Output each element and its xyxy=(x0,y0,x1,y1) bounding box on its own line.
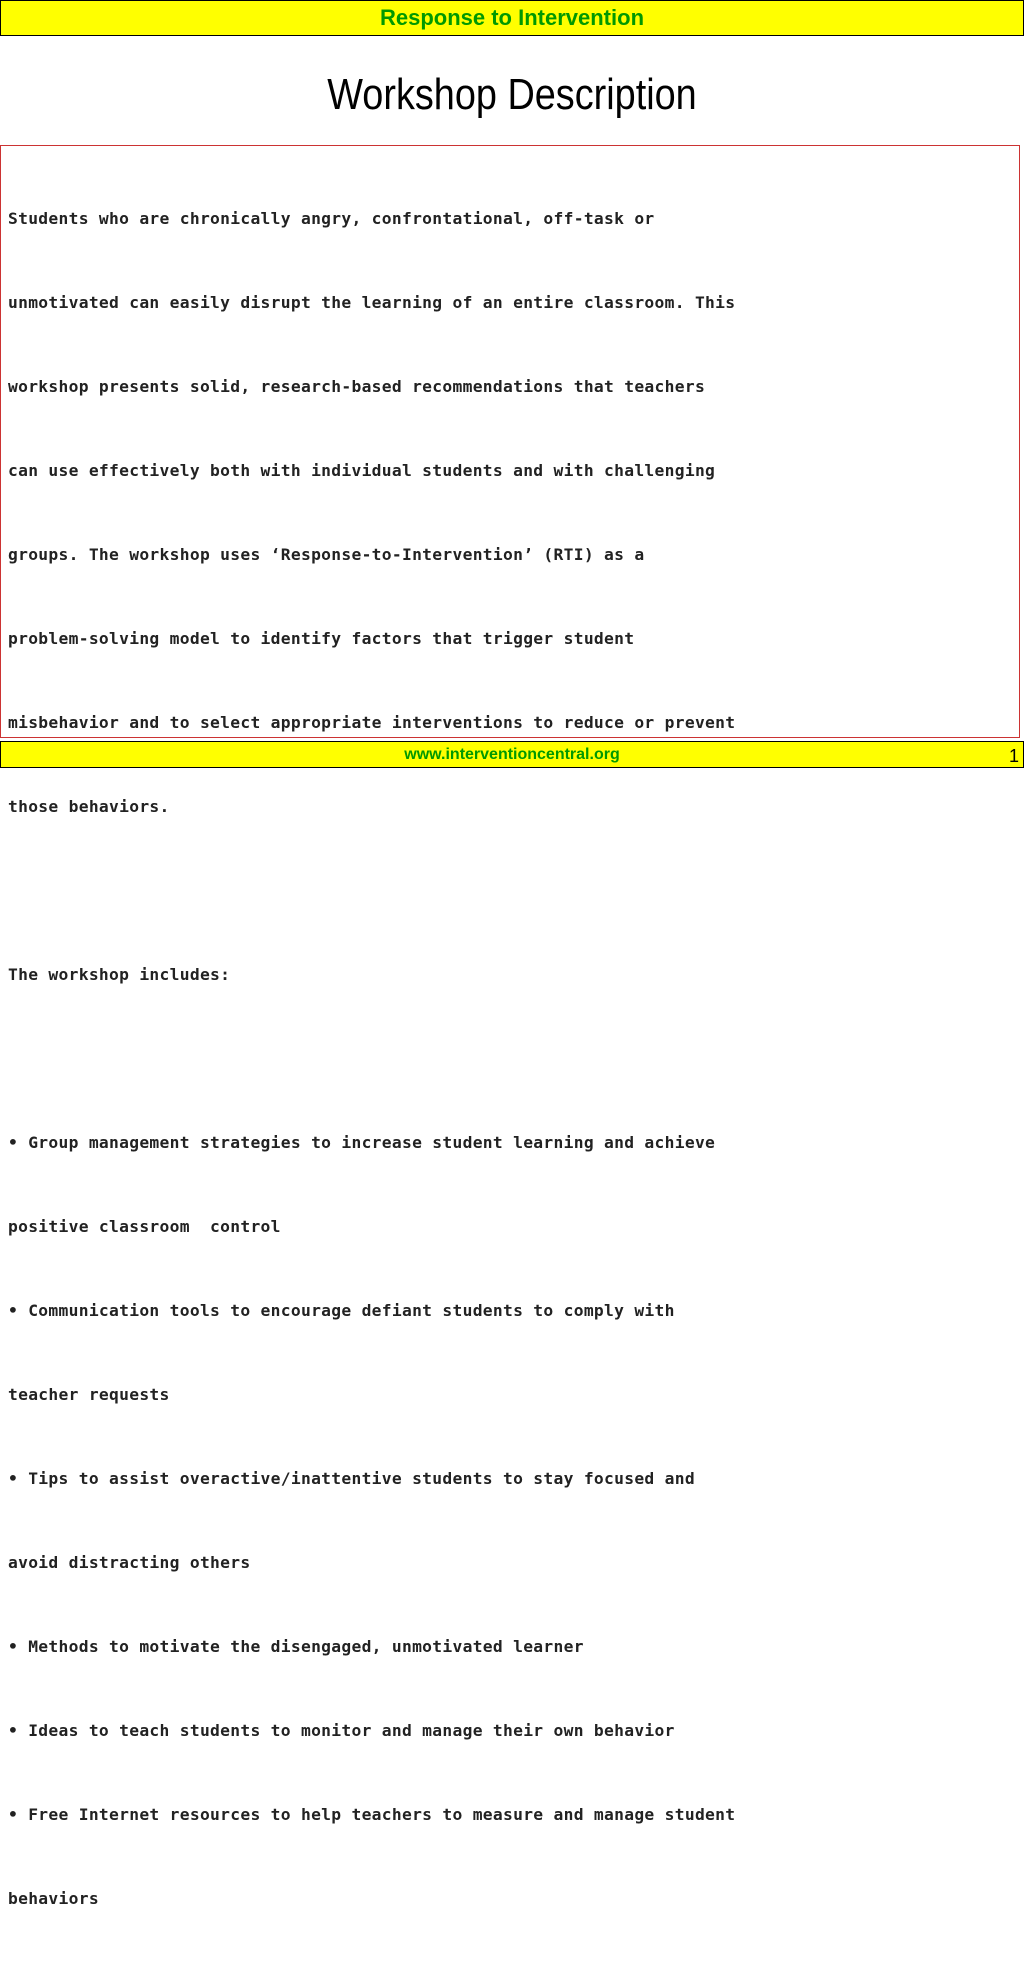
body-line: problem-solving model to identify factors that trigger student xyxy=(8,629,635,648)
bullet-item: • Methods to motivate the disengaged, unmotivated learner xyxy=(8,1637,584,1656)
body-line-blank xyxy=(8,877,735,905)
slide-title: Workshop Description xyxy=(327,70,697,119)
header-banner xyxy=(0,0,1024,36)
body-line: those behaviors. xyxy=(8,797,170,816)
body-line: Students who are chronically angry, confrontational, off-task or xyxy=(8,209,655,228)
bullet-item: • Group management strategies to increase student learning and achieve xyxy=(8,1133,716,1152)
footer-url-link[interactable]: www.interventioncentral.org xyxy=(404,746,620,763)
body-line: unmotivated can easily disrupt the learning of an entire classroom. This xyxy=(8,293,736,312)
bullet-item-continued: teacher requests xyxy=(8,1385,170,1404)
body-line: groups. The workshop uses ‘Response-to-Intervention’ (RTI) as a xyxy=(8,545,645,564)
bullet-item-continued: positive classroom control xyxy=(8,1217,281,1236)
workshop-description-text xyxy=(8,149,735,1969)
bullet-item-continued: behaviors xyxy=(8,1889,99,1908)
body-line: workshop presents solid, research-based recommendations that teachers xyxy=(8,377,706,396)
bullet-item: • Ideas to teach students to monitor and manage their own behavior xyxy=(8,1721,675,1740)
body-line: can use effectively both with individual students and with challenging xyxy=(8,461,716,480)
bullet-item: • Communication tools to encourage defiant students to comply with xyxy=(8,1301,675,1320)
bullet-item-continued: avoid distracting others xyxy=(8,1553,251,1572)
bullet-item: • Free Internet resources to help teachers to measure and manage student xyxy=(8,1805,736,1824)
page-number: 1 xyxy=(1008,746,1019,766)
footer-banner xyxy=(0,741,1024,768)
includes-heading: The workshop includes: xyxy=(8,965,231,984)
body-line: misbehavior and to select appropriate interventions to reduce or prevent xyxy=(8,713,736,732)
body-line-blank xyxy=(8,1045,735,1073)
bullet-item: • Tips to assist overactive/inattentive students to stay focused and xyxy=(8,1469,695,1488)
banner-title: Response to Intervention xyxy=(379,5,645,30)
